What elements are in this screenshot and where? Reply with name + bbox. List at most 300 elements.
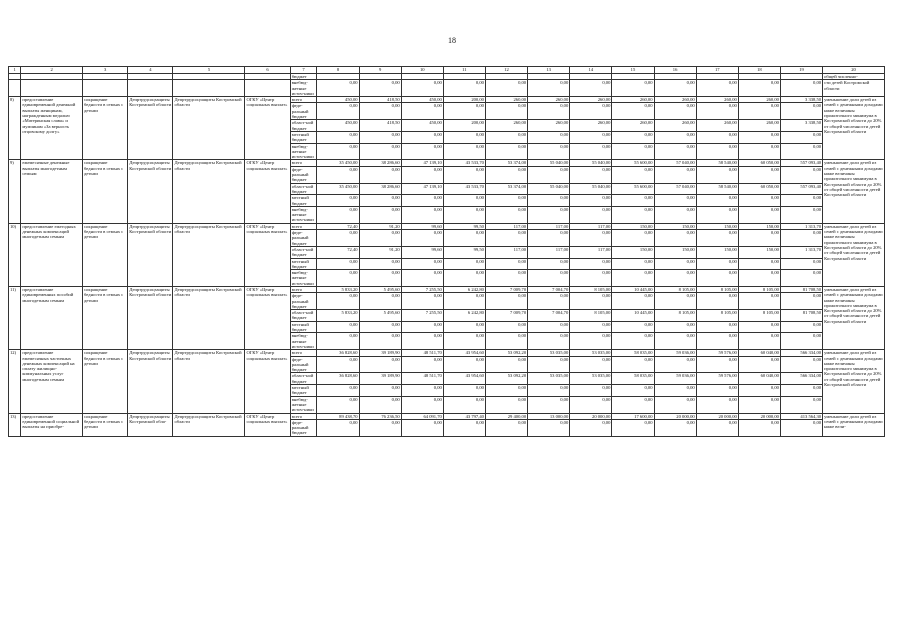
value-cell: 0,00	[485, 103, 527, 120]
value-cell: 0,00	[612, 206, 654, 223]
value-cell: 0,00	[738, 80, 780, 97]
value-cell: 0,00	[570, 131, 612, 143]
value-cell: 0,00	[317, 356, 359, 373]
value-cell: 0,00	[696, 321, 738, 333]
value-cell: 0,00	[485, 419, 527, 436]
value-cell: 0,00	[485, 396, 527, 413]
value-cell: 0,00	[317, 195, 359, 207]
value-cell: 7 004,70	[528, 286, 570, 292]
measure-name: предоставление ежегодных денежных компенсаций многодетным семьям	[21, 223, 83, 286]
value-cell: 0,00	[443, 396, 485, 413]
value-cell: 0,00	[780, 103, 822, 120]
value-cell: 260,00	[570, 120, 612, 132]
value-cell: 117,00	[485, 223, 527, 229]
value-cell: 64 091,70	[401, 413, 443, 419]
value-cell: 0,00	[528, 80, 570, 97]
value-cell: 8 105,00	[654, 286, 696, 292]
row-number: 9)	[9, 160, 21, 223]
table-row	[9, 80, 885, 97]
value-cell: 0,00	[443, 166, 485, 183]
page-number: 18	[448, 36, 456, 45]
value-cell: 0,00	[528, 195, 570, 207]
value-cell: 260,00	[528, 120, 570, 132]
authority-cell: Депртрудсоцзащиты Костромской области	[173, 286, 245, 349]
value-cell: 0,00	[612, 356, 654, 373]
value-cell: 0,00	[317, 230, 359, 247]
value-cell: 0,00	[359, 419, 401, 436]
measure-name: предоставление единовременной социальной выплаты на приобре-	[21, 413, 83, 436]
value-cell: 260,00	[738, 120, 780, 132]
value-cell: 0,00	[570, 103, 612, 120]
value-cell: 117,00	[570, 223, 612, 229]
value-cell: 0,00	[738, 103, 780, 120]
value-cell: 99,50	[443, 223, 485, 229]
table-body	[9, 74, 885, 437]
value-cell: 260,00	[570, 97, 612, 103]
value-cell: 0,00	[359, 385, 401, 397]
executor-cell: Депртрудсоцзащиты Костромской области	[128, 223, 173, 286]
authority-cell: Депртрудсоцзащиты Костромской области	[173, 350, 245, 413]
value-cell: 0,00	[780, 131, 822, 143]
value-cell: 557 093,40	[780, 160, 822, 166]
value-cell: 47 139,10	[401, 183, 443, 195]
value-cell: 260,00	[696, 97, 738, 103]
value-cell: 0,00	[359, 293, 401, 310]
budget-table	[8, 66, 885, 437]
funding-source: област-ной бюджет	[290, 246, 317, 258]
value-cell: 0,00	[738, 143, 780, 160]
value-cell: 0,00	[654, 293, 696, 310]
value-cell: 0,00	[570, 195, 612, 207]
value-cell: 0,00	[612, 293, 654, 310]
value-cell: 150,00	[696, 223, 738, 229]
value-cell: 0,00	[317, 333, 359, 350]
value-cell: 20 000,00	[654, 413, 696, 419]
value-cell: 450,00	[317, 97, 359, 103]
value-cell: 17 600,00	[612, 413, 654, 419]
value-cell: 10 445,00	[612, 286, 654, 292]
value-cell: 0,00	[401, 195, 443, 207]
row-number: 10)	[9, 223, 21, 286]
value-cell: 60 050,00	[738, 160, 780, 166]
value-cell: 0,00	[443, 131, 485, 143]
value-cell: 260,00	[696, 120, 738, 132]
value-cell: 0,00	[780, 321, 822, 333]
value-cell: 260,00	[485, 97, 527, 103]
value-cell: 0,00	[612, 230, 654, 247]
value-cell: 20 000,00	[696, 413, 738, 419]
value-cell: 55 040,00	[528, 160, 570, 166]
measure-name: предоставление ежемесячных частичных денежных компенсаций на оплату жилищно-коммунальных услуг многодетным семьям	[21, 350, 83, 413]
value-cell: 0,00	[570, 293, 612, 310]
value-cell: 0,00	[570, 230, 612, 247]
value-cell: 0,00	[443, 80, 485, 97]
value-cell: 0,00	[612, 270, 654, 287]
value-cell: 0,00	[696, 356, 738, 373]
value-cell: 0,00	[654, 230, 696, 247]
funding-source: внебюд-жетные источ-ники	[290, 80, 317, 97]
value-cell: 57 040,00	[654, 183, 696, 195]
value-cell: 0,00	[528, 143, 570, 160]
value-cell: 0,00	[654, 195, 696, 207]
value-cell: 81 708,50	[780, 286, 822, 292]
value-cell: 0,00	[570, 258, 612, 270]
value-cell: 0,00	[359, 143, 401, 160]
value-cell: 0,00	[528, 230, 570, 247]
value-cell: 0,00	[485, 333, 527, 350]
funding-source: всего	[290, 160, 317, 166]
value-cell: 0,00	[696, 131, 738, 143]
value-cell: 7 255,50	[401, 286, 443, 292]
value-cell: 0,00	[401, 258, 443, 270]
value-cell: 0,00	[612, 166, 654, 183]
value-cell: 8 105,00	[654, 310, 696, 322]
value-cell: 0,00	[401, 293, 443, 310]
value-cell: 0,00	[485, 166, 527, 183]
value-cell: 57 040,00	[654, 160, 696, 166]
authority-cell: Депртрудсоцзащиты Костромской области	[173, 413, 245, 436]
column-header: 9	[359, 67, 401, 74]
funding-source: местный бюджет	[290, 258, 317, 270]
value-cell: 0,00	[485, 356, 527, 373]
value-cell: 53 035,00	[570, 373, 612, 385]
row-number: 11)	[9, 286, 21, 349]
value-cell: 0,00	[612, 321, 654, 333]
column-header: 8	[317, 67, 359, 74]
column-header: 18	[738, 67, 780, 74]
recipient-cell: ОГКУ «Центр социальных выплат»	[245, 223, 290, 286]
funding-source: местный бюджет	[290, 321, 317, 333]
value-cell: 39 189,90	[359, 350, 401, 356]
value-cell: 0,00	[443, 385, 485, 397]
value-cell: 0,00	[738, 321, 780, 333]
value-cell: 6 242,80	[443, 310, 485, 322]
value-cell: 0,00	[696, 103, 738, 120]
value-cell: 1 313,70	[780, 246, 822, 258]
value-cell: 0,00	[359, 270, 401, 287]
value-cell: 0,00	[696, 166, 738, 183]
value-cell: 55 040,00	[570, 183, 612, 195]
value-cell: 0,00	[738, 206, 780, 223]
value-cell: 0,00	[612, 103, 654, 120]
value-cell: 99,50	[443, 246, 485, 258]
value-cell: 0,00	[528, 206, 570, 223]
executor-cell: Депртрудсоцзащиты Костромской области	[128, 286, 173, 349]
value-cell: 0,00	[612, 396, 654, 413]
value-cell: 557 093,40	[780, 183, 822, 195]
target-cell: сокращение бедности в семьях с детьми	[83, 160, 128, 223]
value-cell: 0,00	[654, 270, 696, 287]
column-header: 7	[290, 67, 317, 74]
value-cell: 0,00	[612, 258, 654, 270]
value-cell: 0,00	[443, 333, 485, 350]
value-cell: 260,00	[528, 97, 570, 103]
value-cell: 0,00	[359, 396, 401, 413]
value-cell: 0,00	[317, 293, 359, 310]
value-cell: 0,00	[612, 419, 654, 436]
value-cell: 260,00	[612, 120, 654, 132]
value-cell: 39 189,90	[359, 373, 401, 385]
measure-name: предоставление единовременных пособий многодетным семьям	[21, 286, 83, 349]
value-cell: 0,00	[738, 356, 780, 373]
column-header: 2	[21, 67, 83, 74]
executor-cell: Депртрудсоцзащиты Костромской обла-	[128, 413, 173, 436]
value-cell: 0,00	[317, 143, 359, 160]
value-cell: 0,00	[570, 419, 612, 436]
value-cell: 0,00	[738, 195, 780, 207]
value-cell: 0,00	[359, 103, 401, 120]
funding-source: феде-ральный бюджет	[290, 356, 317, 373]
value-cell: 0,00	[401, 80, 443, 97]
value-cell: 0,00	[696, 80, 738, 97]
value-cell: 36 828,60	[317, 350, 359, 356]
value-cell: 260,00	[654, 120, 696, 132]
value-cell: 81 708,50	[780, 310, 822, 322]
value-cell: 0,00	[485, 131, 527, 143]
funding-source: внебюд-жетные источ-ники	[290, 143, 317, 160]
value-cell: 0,00	[485, 321, 527, 333]
value-cell: 566 334,00	[780, 373, 822, 385]
target-cell: сокращение бедности в семьях с детьми	[83, 223, 128, 286]
value-cell: 55 040,00	[570, 160, 612, 166]
value-cell: 0,00	[528, 321, 570, 333]
value-cell: 0,00	[780, 396, 822, 413]
value-cell: 117,00	[528, 223, 570, 229]
value-cell: 150,00	[654, 223, 696, 229]
goal-cell: уменьшение доли детей из семей с денежными доходами ниже величины прожиточного минимума в Костромской области до 20% от общей численности детей Костромской области	[823, 350, 885, 413]
value-cell: 0,00	[654, 321, 696, 333]
column-header: 17	[696, 67, 738, 74]
value-cell: 0,00	[485, 206, 527, 223]
column-header: 11	[443, 67, 485, 74]
funding-source: феде-ральный бюджет	[290, 230, 317, 247]
funding-source: внебюд-жетные источ-ники	[290, 270, 317, 287]
value-cell: 43 954,60	[443, 373, 485, 385]
value-cell: 0,00	[401, 356, 443, 373]
value-cell: 0,00	[443, 321, 485, 333]
value-cell: 0,00	[780, 419, 822, 436]
value-cell: 91,20	[359, 223, 401, 229]
column-header: 3	[83, 67, 128, 74]
target-cell: сокращение бедности в семьях с детьми	[83, 97, 128, 160]
value-cell: 0,00	[359, 131, 401, 143]
column-header: 1	[9, 67, 21, 74]
value-cell: 260,00	[485, 120, 527, 132]
value-cell: 8 105,00	[570, 310, 612, 322]
funding-source: област-ной бюджет	[290, 120, 317, 132]
value-cell: 117,00	[528, 246, 570, 258]
value-cell: 0,00	[696, 230, 738, 247]
value-cell: 58 540,00	[696, 160, 738, 166]
value-cell: 0,00	[738, 230, 780, 247]
value-cell: 0,00	[696, 258, 738, 270]
value-cell: 0,00	[738, 293, 780, 310]
value-cell: 117,00	[570, 246, 612, 258]
funding-source: феде-ральный бюджет	[290, 293, 317, 310]
value-cell: 0,00	[317, 103, 359, 120]
value-cell: 91,20	[359, 246, 401, 258]
value-cell: 0,00	[738, 396, 780, 413]
value-cell: 5 495,60	[359, 286, 401, 292]
value-cell: 0,00	[780, 143, 822, 160]
funding-source: област-ной бюджет	[290, 310, 317, 322]
value-cell: 7 009,70	[485, 310, 527, 322]
value-cell: 0,00	[654, 103, 696, 120]
value-cell: 0,00	[443, 206, 485, 223]
value-cell: 0,00	[654, 166, 696, 183]
value-cell: 0,00	[317, 80, 359, 97]
goal-cell: уменьшение доли детей из семей с денежными доходами ниже величины прожиточного минимума в Костромской области до 20% от общей численности детей Костромской области	[823, 223, 885, 286]
executor-cell: Депртрудсоцзащиты Костромской области	[128, 97, 173, 160]
value-cell: 260,00	[654, 97, 696, 103]
value-cell: 36 828,60	[317, 373, 359, 385]
value-cell: 0,00	[528, 356, 570, 373]
value-cell: 0,00	[359, 356, 401, 373]
column-header: 20	[823, 67, 885, 74]
value-cell: 418,50	[359, 97, 401, 103]
value-cell: 0,00	[780, 333, 822, 350]
value-cell: 0,00	[485, 293, 527, 310]
value-cell: 0,00	[570, 270, 612, 287]
target-cell: сокращение бедности в семьях с детьми	[83, 413, 128, 436]
value-cell: 450,00	[317, 120, 359, 132]
value-cell: 72,40	[317, 246, 359, 258]
empty-cell	[21, 80, 83, 97]
value-cell: 59 036,00	[654, 373, 696, 385]
value-cell: 0,00	[696, 385, 738, 397]
funding-source: област-ной бюджет	[290, 373, 317, 385]
value-cell: 0,00	[738, 166, 780, 183]
value-cell: 0,00	[528, 166, 570, 183]
recipient-cell: ОГКУ «Центр социальных выплат»	[245, 286, 290, 349]
funding-source: внебюд-жетные источ-ники	[290, 333, 317, 350]
value-cell: 0,00	[780, 385, 822, 397]
funding-source: феде-ральный бюджет	[290, 166, 317, 183]
value-cell: 5 833,20	[317, 286, 359, 292]
value-cell: 35 450,00	[317, 183, 359, 195]
value-cell: 0,00	[401, 166, 443, 183]
value-cell: 0,00	[654, 419, 696, 436]
value-cell: 0,00	[359, 230, 401, 247]
funding-source: внебюд-жетные источ-ники	[290, 206, 317, 223]
value-cell: 0,00	[612, 143, 654, 160]
column-header: 13	[528, 67, 570, 74]
value-cell: 0,00	[654, 396, 696, 413]
value-cell: 450,00	[401, 97, 443, 103]
value-cell: 150,00	[654, 246, 696, 258]
value-cell: 150,00	[696, 246, 738, 258]
value-cell: 0,00	[738, 131, 780, 143]
value-cell: 0,00	[317, 419, 359, 436]
value-cell: 47 139,10	[401, 160, 443, 166]
recipient-cell: ОГКУ «Центр социальных выплат»	[245, 413, 290, 436]
value-cell: 0,00	[654, 206, 696, 223]
value-cell: 0,00	[780, 258, 822, 270]
value-cell: 7 009,70	[485, 286, 527, 292]
value-cell: 8 105,00	[738, 286, 780, 292]
value-cell: 7 004,70	[528, 310, 570, 322]
value-cell: 20 000,00	[570, 413, 612, 419]
value-cell: 0,00	[780, 270, 822, 287]
value-cell: 260,00	[612, 97, 654, 103]
value-cell: 7 255,50	[401, 310, 443, 322]
empty-cell	[173, 80, 245, 97]
value-cell: 150,00	[612, 246, 654, 258]
value-cell: 0,00	[443, 270, 485, 287]
value-cell: 72,40	[317, 223, 359, 229]
funding-source: местный бюджет	[290, 195, 317, 207]
value-cell: 6 242,80	[443, 286, 485, 292]
row-number: 12)	[9, 350, 21, 413]
funding-source: всего	[290, 286, 317, 292]
value-cell: 566 334,00	[780, 350, 822, 356]
value-cell: 0,00	[654, 356, 696, 373]
value-cell: 0,00	[401, 143, 443, 160]
funding-source: бюджет	[290, 74, 317, 80]
value-cell: 0,00	[528, 396, 570, 413]
value-cell: 0,00	[570, 385, 612, 397]
value-cell: 35 450,00	[317, 160, 359, 166]
value-cell: 8 105,00	[696, 310, 738, 322]
value-cell: 0,00	[485, 195, 527, 207]
value-cell: 0,00	[654, 143, 696, 160]
value-cell: 0,00	[401, 333, 443, 350]
goal-cell: уменьшение доли детей из семей с денежными доходами ниже величины прожиточного минимума в Костромской области до 20% от общей численности детей Костромской области	[823, 160, 885, 223]
value-cell: 0,00	[401, 419, 443, 436]
value-cell: 0,00	[696, 206, 738, 223]
value-cell: 53 374,00	[485, 183, 527, 195]
value-cell: 0,00	[780, 206, 822, 223]
value-cell: 53 092,20	[485, 373, 527, 385]
recipient-cell: ОГКУ «Центр социальных выплат»	[245, 97, 290, 160]
value-cell: 0,00	[738, 419, 780, 436]
value-cell: 48 511,70	[401, 373, 443, 385]
value-cell: 5 833,20	[317, 310, 359, 322]
funding-source: местный бюджет	[290, 131, 317, 143]
value-cell: 0,00	[738, 258, 780, 270]
value-cell: 0,00	[359, 166, 401, 183]
executor-cell: Депртрудсоцзащиты Костромской области	[128, 160, 173, 223]
funding-source: всего	[290, 223, 317, 229]
value-cell: 55 600,00	[612, 183, 654, 195]
column-header: 16	[654, 67, 696, 74]
value-cell: 0,00	[654, 131, 696, 143]
value-cell: 418,50	[359, 120, 401, 132]
value-cell: 53 035,00	[528, 373, 570, 385]
value-cell: 0,00	[317, 385, 359, 397]
value-cell: 0,00	[654, 80, 696, 97]
value-cell: 0,00	[485, 270, 527, 287]
value-cell: 48 511,70	[401, 350, 443, 356]
value-cell: 0,00	[696, 143, 738, 160]
value-cell: 0,00	[570, 333, 612, 350]
target-cell: сокращение бедности в семьях с детьми	[83, 350, 128, 413]
value-cell: 1 313,70	[780, 223, 822, 229]
executor-cell: Депртрудсоцзащиты Костромской области	[128, 350, 173, 413]
value-cell: 0,00	[528, 270, 570, 287]
value-cell: 58 540,00	[696, 183, 738, 195]
recipient-cell: ОГКУ «Центр социальных выплат»	[245, 160, 290, 223]
row-number: 13)	[9, 413, 21, 436]
measure-name: ежемесячные денежные выплаты многодетным семьям	[21, 160, 83, 223]
value-cell: 0,00	[359, 206, 401, 223]
value-cell: 59 036,00	[654, 350, 696, 356]
value-cell: 0,00	[485, 230, 527, 247]
value-cell: 0,00	[443, 230, 485, 247]
value-cell: 0,00	[570, 396, 612, 413]
value-cell: 0,00	[612, 333, 654, 350]
authority-cell: Депртрудсоцзащиты Костромской области	[173, 223, 245, 286]
